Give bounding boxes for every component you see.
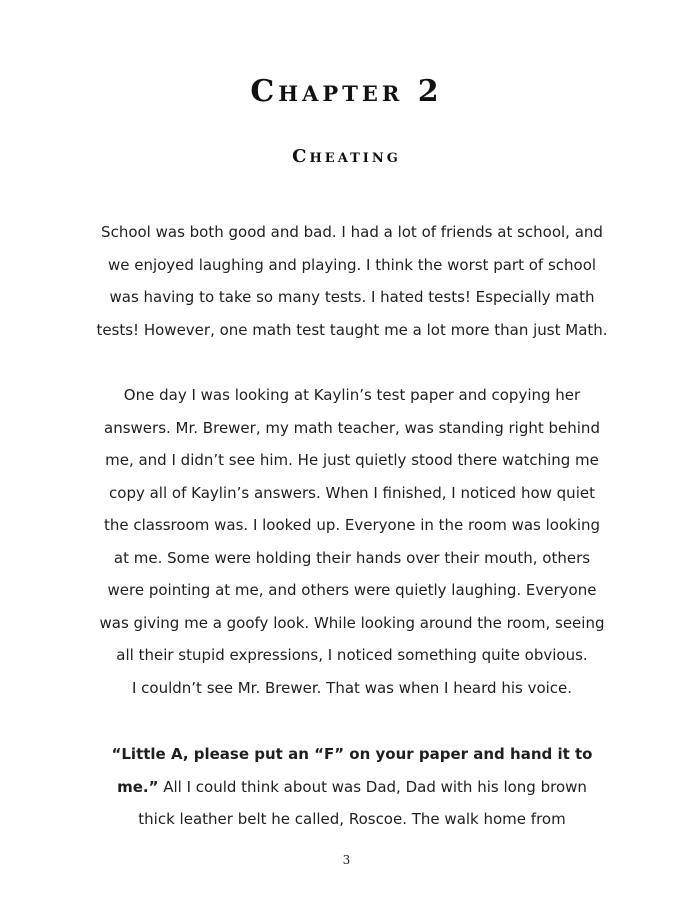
chapter-subtitle: Cheating bbox=[292, 146, 401, 167]
text-line: tests! However, one math test taught me a lot more than just Math. bbox=[96, 320, 608, 339]
quote-end: me.” bbox=[117, 777, 159, 796]
quote-line: “Little A, please put an “F” on your paper and hand it to bbox=[111, 745, 593, 763]
text-line: I couldn’t see Mr. Brewer. That was when I heard his voice. bbox=[131, 678, 573, 697]
text-line: the classroom was. I looked up. Everyone in the room was looking bbox=[103, 516, 601, 534]
paragraph-3 bbox=[84, 738, 620, 836]
text-line: me, and I didn’t see him. He just quietly stood there watching me bbox=[105, 451, 599, 469]
text-line: School was both good and bad. I had a lot of friends at school, and bbox=[101, 223, 603, 241]
text-line-rest: All I could think about was Dad, Dad with his long brown bbox=[158, 777, 587, 796]
text-line: One day I was looking at Kaylin’s test paper and copying her bbox=[123, 386, 581, 404]
chapter-title: Chapter 2 bbox=[250, 74, 443, 109]
text-line: was having to take so many tests. I hated tests! Especially math bbox=[109, 288, 595, 306]
text-line: thick leather belt he called, Roscoe. The walk home from bbox=[138, 810, 566, 828]
text-line: copy all of Kaylin’s answers. When I finished, I noticed how quiet bbox=[109, 483, 595, 502]
text-line: we enjoyed laughing and playing. I think the worst part of school bbox=[107, 255, 597, 274]
text-line: were pointing at me, and others were quietly laughing. Everyone bbox=[107, 581, 597, 599]
text-line: all their stupid expressions, I noticed something quite obvious. bbox=[116, 646, 588, 664]
paragraph-2 bbox=[84, 379, 620, 704]
paragraph-1 bbox=[84, 216, 620, 346]
text-line: answers. Mr. Brewer, my math teacher, was standing right behind bbox=[104, 418, 600, 437]
text-line bbox=[84, 771, 620, 804]
text-line: was giving me a goofy look. While looking around the room, seeing bbox=[99, 613, 605, 632]
text-line: at me. Some were holding their hands over their mouth, others bbox=[113, 548, 591, 567]
page-number: 3 bbox=[342, 853, 351, 867]
